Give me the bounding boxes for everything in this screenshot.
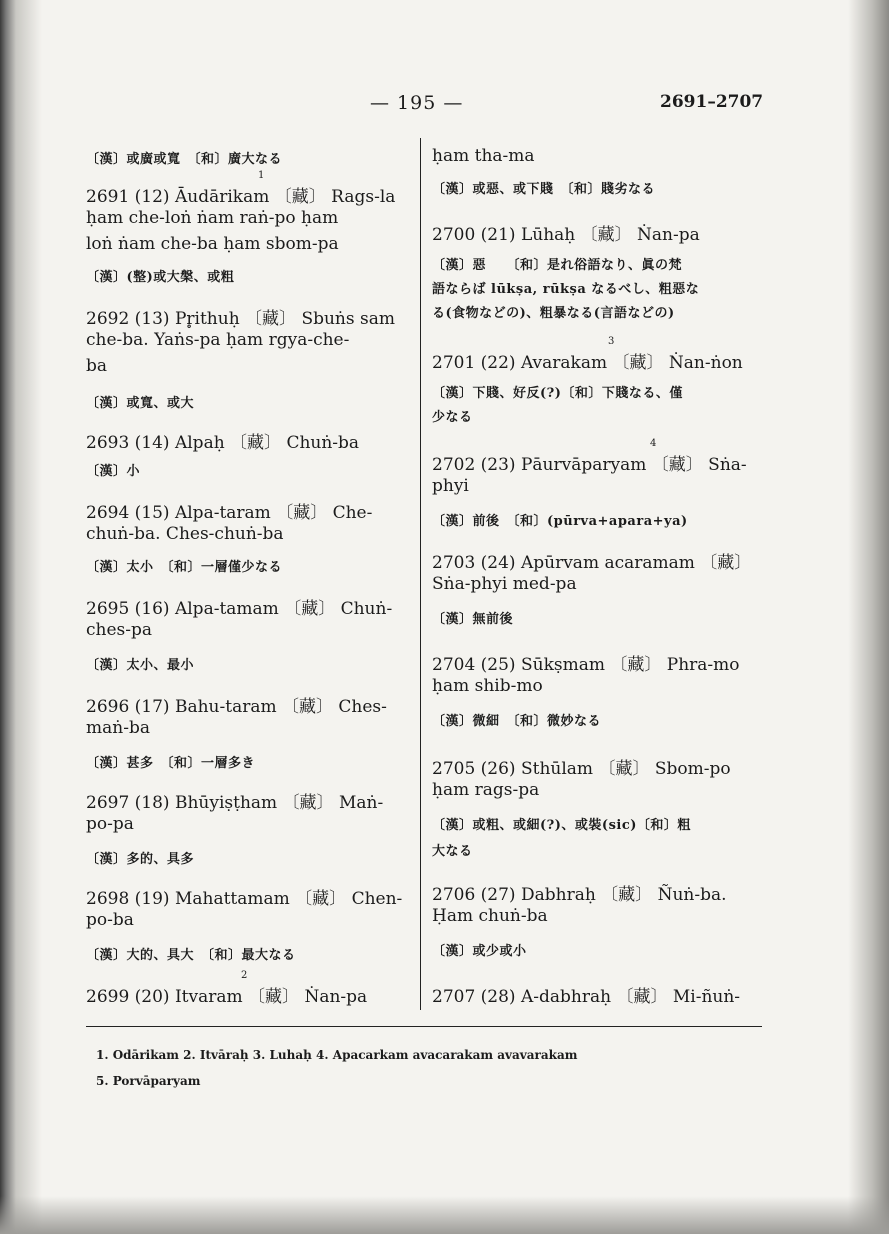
entry-heading: 2697 (18) Bhūyiṣṭham 〔藏〕 Maṅ- xyxy=(86,793,384,813)
entry-line: chuṅ-ba. Ches-chuṅ-ba xyxy=(86,524,284,544)
entry-line: ḥam tha-ma xyxy=(432,146,535,166)
entry-heading: 2703 (24) Apūrvam acaramam 〔藏〕 xyxy=(432,553,752,573)
entry-line: phyi xyxy=(432,476,469,496)
entry-heading: 2705 (26) Sthūlam 〔藏〕 Sbom-po xyxy=(432,759,731,779)
entry-line: Ḥam chuṅ-ba xyxy=(432,906,548,926)
gloss-line: 〔漢〕大的、具大 〔和〕最大なる xyxy=(86,948,296,963)
gloss-line: 〔漢〕或少或小 xyxy=(432,944,527,959)
entry-heading: 2702 (23) Pāurvāparyam 〔藏〕 Sṅa- xyxy=(432,455,747,475)
footnote-rule xyxy=(86,1026,762,1027)
gloss-line: 〔漢〕下賤、好反(?)〔和〕下賤なる、僅 xyxy=(432,386,683,401)
footnote-marker: 1 xyxy=(258,170,265,181)
gloss-line: 〔漢〕(整)或大槃、或粗 xyxy=(86,270,235,285)
entry-line: loṅ ṅam che-ba ḥam sbom-pa xyxy=(86,234,339,254)
entry-heading: 2692 (13) Pr̥ithuḥ 〔藏〕 Sbuṅs sam xyxy=(86,309,395,329)
gloss-line: 〔漢〕或惡、或下賤 〔和〕賤劣なる xyxy=(432,182,656,197)
entry-heading: 2691 (12) Āudārikam 〔藏〕 Rags-la xyxy=(86,187,396,207)
entry-range: 2691–2707 xyxy=(660,92,764,112)
entry-heading: 2707 (28) A-dabhraḥ 〔藏〕 Mi-ñuṅ- xyxy=(432,987,741,1007)
gloss-line: 〔漢〕太小、最小 xyxy=(86,658,195,673)
entry-line: ḥam che-loṅ ṅam raṅ-po ḥam xyxy=(86,208,339,228)
gloss-line: 〔漢〕前後 〔和〕(pūrva+apara+ya) xyxy=(432,514,688,529)
gloss-line: 〔漢〕或粗、或細(?)、或裝(sic)〔和〕粗 xyxy=(432,818,691,833)
entry-line: ḥam rags-pa xyxy=(432,780,540,800)
footnote-line: 1. Odārikam 2. Itvāraḥ 3. Luhaḥ 4. Apacarkam avacarakam avavarakam xyxy=(96,1048,578,1062)
entry-line: maṅ-ba xyxy=(86,718,150,738)
entry-heading: 2700 (21) Lūhaḥ 〔藏〕 Ṅan-pa xyxy=(432,225,700,245)
gloss-line: 〔漢〕無前後 xyxy=(432,612,514,627)
entry-line: Sṅa-phyi med-pa xyxy=(432,574,577,594)
gloss-line: 語ならば lūkṣa, rūkṣa なるべし、粗惡な xyxy=(432,282,700,297)
entry-heading: 2701 (22) Avarakam 〔藏〕 Ṅan-ṅon xyxy=(432,353,743,373)
gloss-line: 〔漢〕或廣或寬 〔和〕廣大なる xyxy=(86,152,283,167)
footnote-marker: 2 xyxy=(241,970,248,981)
entry-heading: 2693 (14) Alpaḥ 〔藏〕 Chuṅ-ba xyxy=(86,433,360,453)
entry-line: che-ba. Yaṅs-pa ḥam rgya-che- xyxy=(86,330,350,350)
footnote-line: 5. Porvāparyam xyxy=(96,1074,201,1088)
gloss-line: 少なる xyxy=(432,410,473,425)
entry-heading: 2696 (17) Bahu-taram 〔藏〕 Ches- xyxy=(86,697,387,717)
column-divider xyxy=(420,138,421,1010)
entry-line: po-ba xyxy=(86,910,134,930)
entry-heading: 2695 (16) Alpa-tamam 〔藏〕 Chuṅ- xyxy=(86,599,393,619)
scan-binding-shadow xyxy=(0,0,42,1234)
gloss-line: る(食物などの)、粗暴なる(言語などの) xyxy=(432,306,675,321)
footnote-marker: 3 xyxy=(608,336,615,347)
gloss-line: 〔漢〕小 xyxy=(86,464,141,479)
gloss-line: 〔漢〕甚多 〔和〕一層多き xyxy=(86,756,256,771)
page-number: — 195 — xyxy=(370,92,464,114)
entry-line: ches-pa xyxy=(86,620,153,640)
gloss-line: 〔漢〕多的、具多 xyxy=(86,852,195,867)
entry-heading: 2699 (20) Itvaram 〔藏〕 Ṅan-pa xyxy=(86,987,368,1007)
entry-heading: 2698 (19) Mahattamam 〔藏〕 Chen- xyxy=(86,889,403,909)
scan-page-edge xyxy=(848,0,889,1234)
entry-heading: 2706 (27) Dabhraḥ 〔藏〕 Ñuṅ-ba. xyxy=(432,885,727,905)
gloss-line: 〔漢〕太小 〔和〕一層僅少なる xyxy=(86,560,283,575)
entry-line: po-pa xyxy=(86,814,134,834)
gloss-line: 〔漢〕或寬、或大 xyxy=(86,396,195,411)
footnote-marker: 4 xyxy=(650,438,657,449)
entry-line: ba xyxy=(86,356,108,376)
gloss-line: 〔漢〕微細 〔和〕微妙なる xyxy=(432,714,602,729)
entry-heading: 2704 (25) Sūkṣmam 〔藏〕 Phra-mo xyxy=(432,655,740,675)
entry-heading: 2694 (15) Alpa-taram 〔藏〕 Che- xyxy=(86,503,373,523)
entry-line: ḥam shib-mo xyxy=(432,676,543,696)
scan-bottom-edge xyxy=(0,1196,889,1234)
gloss-line: 大なる xyxy=(432,844,473,859)
gloss-line: 〔漢〕惡 〔和〕是れ俗語なり、眞の梵 xyxy=(432,258,683,273)
